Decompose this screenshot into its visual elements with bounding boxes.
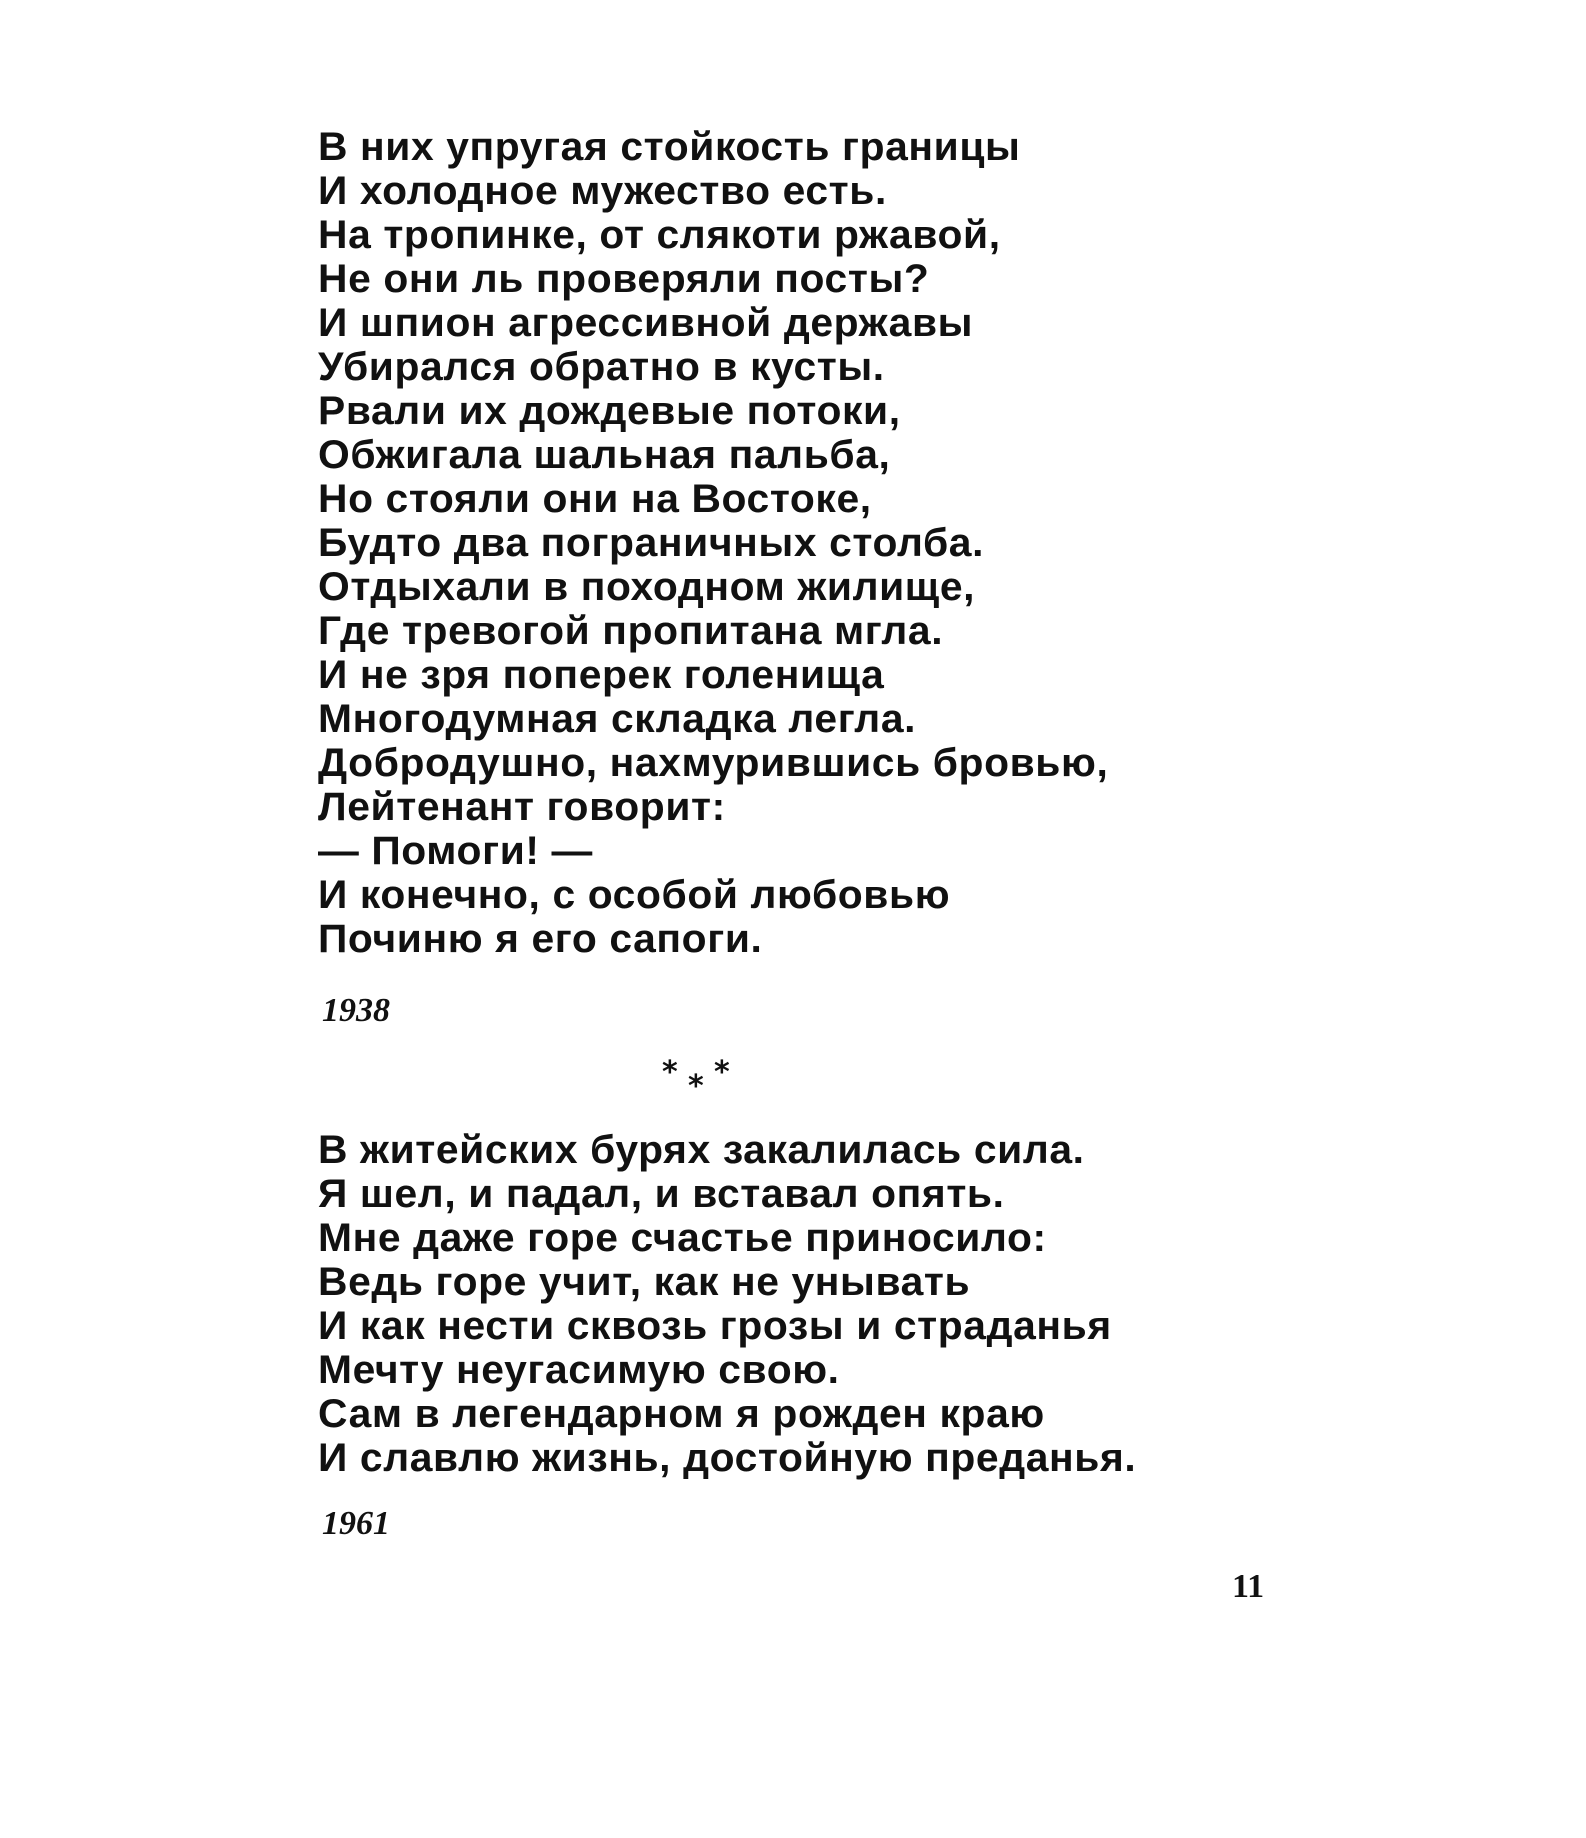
poem-line: Многодумная складка легла. [318, 697, 917, 741]
poem-first-year: 1938 [322, 992, 390, 1029]
poem-line: Мне даже горе счастье приносило: [318, 1216, 1047, 1260]
poem-line: И шпион агрессивной державы [318, 301, 974, 345]
poem-line: Починю я его сапоги. [318, 917, 763, 961]
poem-line: — Помоги! — [318, 829, 593, 873]
asterisk-icon: * [688, 1069, 704, 1104]
poem-line: На тропинке, от слякоти ржавой, [318, 213, 1001, 257]
poem-second-year: 1961 [322, 1505, 390, 1542]
asterisk-icon: * [714, 1055, 730, 1090]
poem-line: Будто два пограничных столба. [318, 521, 985, 565]
poem-line: Лейтенант говорит: [318, 785, 726, 829]
poem-line: И как нести сквозь грозы и страданья [318, 1304, 1112, 1348]
poem-line: И славлю жизнь, достойную преданья. [318, 1436, 1137, 1480]
poem-line: Я шел, и падал, и вставал опять. [318, 1172, 1005, 1216]
asterism-separator [660, 1055, 740, 1105]
poem-line: И конечно, с особой любовью [318, 873, 951, 917]
poem-line: Обжигала шальная пальба, [318, 433, 891, 477]
poem-line: Но стояли они на Востоке, [318, 477, 872, 521]
asterisk-icon: * [662, 1055, 678, 1090]
poem-line: Не они ль проверяли посты? [318, 257, 930, 301]
poem-line: Где тревогой пропитана мгла. [318, 609, 944, 653]
poem-line: Рвали их дождевые потоки, [318, 389, 901, 433]
poem-line: Ведь горе учит, как не унывать [318, 1260, 971, 1304]
poem-line: Сам в легендарном я рожден краю [318, 1392, 1045, 1436]
poem-line: Отдыхали в походном жилище, [318, 565, 976, 609]
poem-second [318, 1128, 1136, 1480]
poem-line: Добродушно, нахмурившись бровью, [318, 741, 1109, 785]
poem-line: В житейских бурях закалилась сила. [318, 1128, 1085, 1172]
page-number: 11 [1232, 1568, 1265, 1605]
poem-line: В них упругая стойкость границы [318, 125, 1021, 169]
poem-line: Убирался обратно в кусты. [318, 345, 885, 389]
poem-first [318, 125, 1108, 961]
poem-line: И холодное мужество есть. [318, 169, 887, 213]
poem-line: Мечту неугасимую свою. [318, 1348, 840, 1392]
poem-line: И не зря поперек голенища [318, 653, 885, 697]
